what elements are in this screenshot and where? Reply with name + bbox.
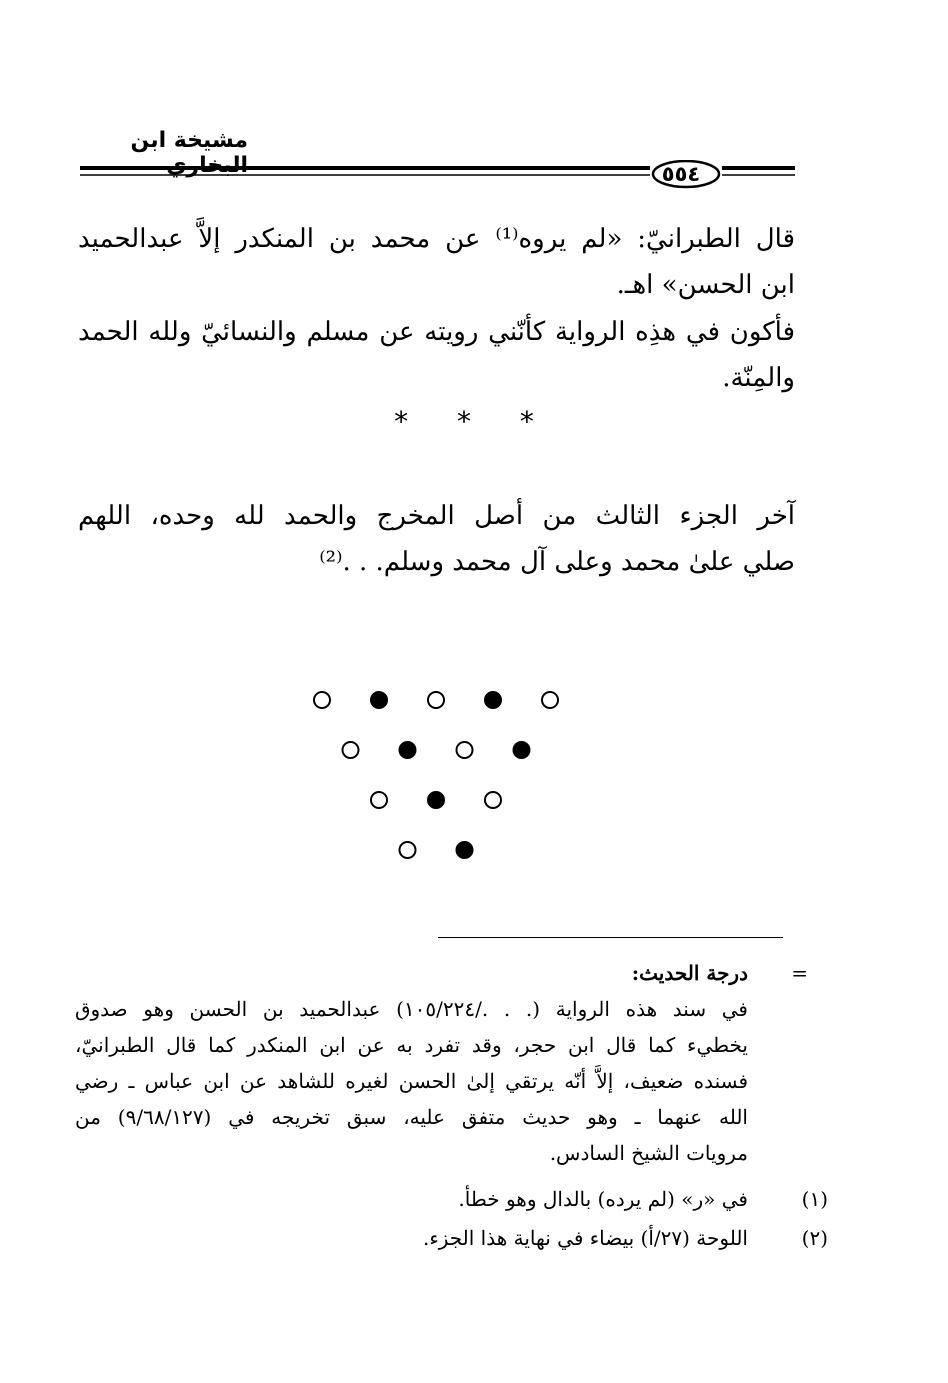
para2-line2: والمِنّة. <box>722 363 795 393</box>
footnote-rule <box>438 937 783 938</box>
open-dot <box>400 842 416 858</box>
footnote-2-text: اللوحة (٢٧/أ) بيضاء في نهاية هذا الجزء. <box>422 1226 748 1250</box>
page-number: ٥٥٤ <box>661 162 701 186</box>
footnote-2-number: (٢) <box>801 1226 828 1250</box>
para1-line1: قال الطبرانيّ: «لم يروه⁽¹⁾ عن محمد بن المنكدر إلاَّ عبدالحميد <box>78 224 796 254</box>
filled-dot <box>514 742 530 758</box>
para3-line1: آخر الجزء الثالث من أصل المخرج والحمد لله وحده، اللهم <box>78 501 795 531</box>
open-dot <box>457 742 473 758</box>
open-dot <box>485 792 501 808</box>
filled-dot <box>457 842 473 858</box>
open-dot <box>371 792 387 808</box>
para1-line2: ابن الحسن» اهـ. <box>616 270 795 300</box>
filled-dot <box>428 792 444 808</box>
filled-dot <box>400 742 416 758</box>
filled-dot <box>485 692 501 708</box>
footnote-1-text: في «ر» (لم يرده) بالدال وهو خطأ. <box>458 1187 748 1211</box>
open-dot <box>542 692 558 708</box>
book-title: مشيخة ابن البخاري <box>130 128 248 178</box>
para3-line2: صلي علىٰ محمد وعلى آل محمد وسلم. . .⁽²⁾ <box>319 547 795 577</box>
grade-line-4: الله عنهما ـ وهو حديث متفق عليه، سبق تخريجه في (٩/٦٨/١٢٧) من <box>75 1105 748 1129</box>
open-dot <box>314 692 330 708</box>
continuation-mark: = <box>791 961 808 985</box>
open-dot <box>428 692 444 708</box>
open-dot <box>343 742 359 758</box>
grade-line-2: يخطيء كما قال ابن حجر، وقد تفرد به عن ابن المنكدر كما قال الطبرانيّ، <box>75 1033 748 1057</box>
footnote-1-number: (١) <box>801 1187 828 1211</box>
filled-dot <box>371 692 387 708</box>
closing-ornament <box>300 680 600 880</box>
grade-line-1: في سند هذه الرواية (. . ./١٠٥/٢٢٤) عبدالحميد بن الحسن وهو صدوق <box>75 997 748 1021</box>
para2-line1: فأكون في هذِه الرواية كأنّني رويته عن مسلم والنسائيّ ولله الحمد <box>78 317 795 347</box>
grade-line-3: فسنده ضعيف، إلاَّ أنّه يرتقي إلىٰ الحسن لغيره للشاهد عن ابن عباس ـ رضي <box>75 1069 748 1093</box>
grade-line-5: مرويات الشيخ السادس. <box>549 1141 748 1165</box>
grade-heading: درجة الحديث: <box>631 961 748 985</box>
section-separator: * * * <box>394 405 554 438</box>
